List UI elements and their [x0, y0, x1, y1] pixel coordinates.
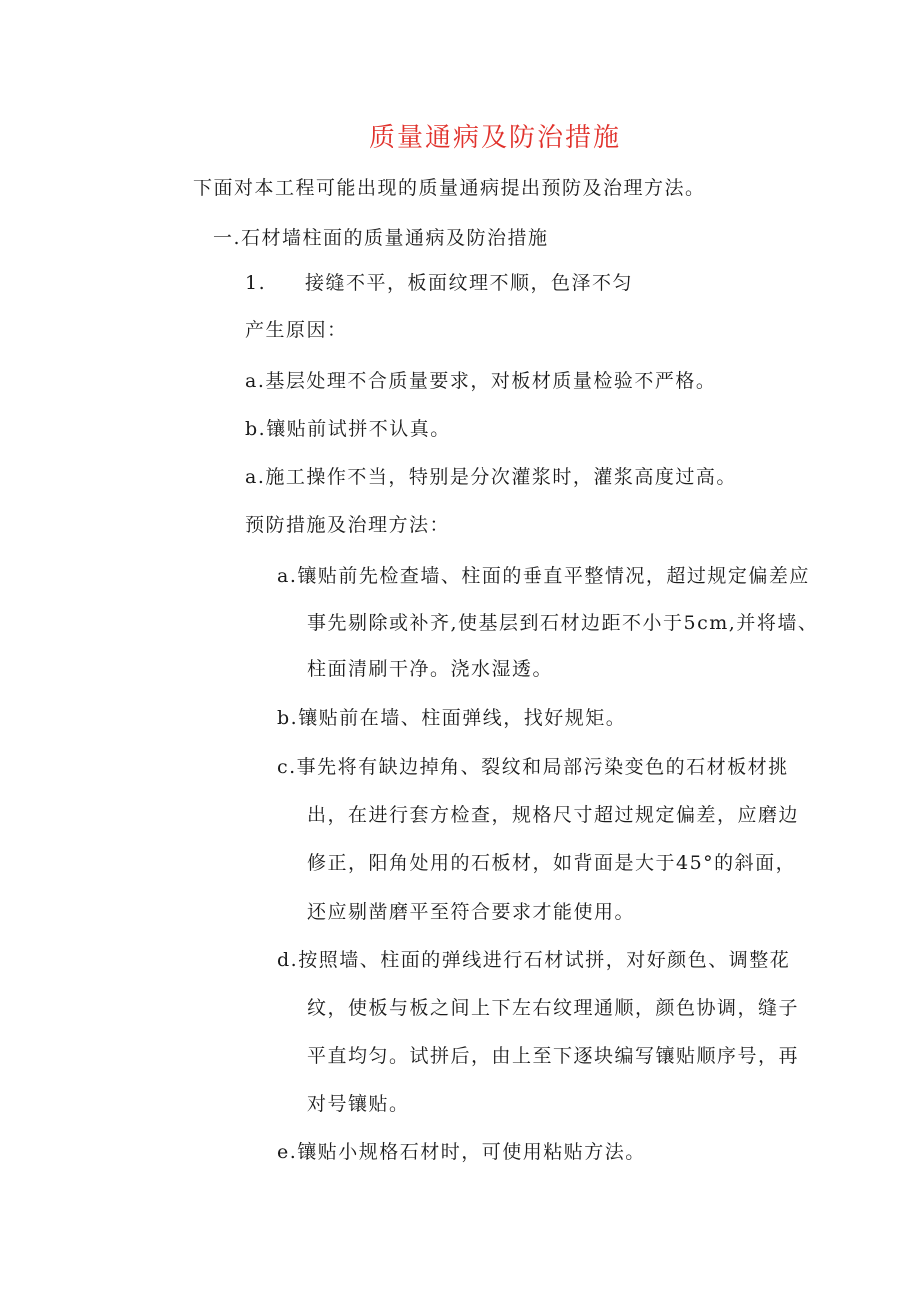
item-number: 1.: [245, 272, 267, 294]
measure-line: 出，在进行套方检查，规格尺寸超过规定偏差，应磨边: [307, 804, 800, 826]
measure-line: 纹，使板与板之间上下左右纹理通顺，颜色协调，缝子: [307, 997, 800, 1019]
measures-heading: 预防措施及治理方法：: [245, 514, 451, 536]
numbered-item: [245, 268, 633, 298]
cause-item: a.基层处理不合质量要求，对板材质量检验不严格。: [245, 370, 717, 392]
section-heading: 一.石材墙柱面的质量通病及防治措施: [213, 227, 549, 249]
measure-line: 修正，阳角处用的石板材，如背面是大于45°的斜面，: [307, 852, 797, 874]
measure-line: e.镶贴小规格石材时，可使用粘贴方法。: [277, 1141, 646, 1163]
causes-heading: 产生原因：: [245, 319, 348, 341]
measure-line: 柱面清刷干净。浇水湿透。: [307, 658, 554, 680]
measure-line: a.镶贴前先检查墙、柱面的垂直平整情况，超过规定偏差应: [277, 565, 810, 587]
measure-line: d.按照墙、柱面的弹线进行石材试拼，对好颜色、调整花: [277, 949, 791, 971]
measure-line: 对号镶贴。: [307, 1093, 410, 1115]
document-title: 质量通病及防治措施: [368, 123, 621, 153]
intro-paragraph: 下面对本工程可能出现的质量通病提出预防及治理方法。: [193, 177, 706, 199]
cause-item: b.镶贴前试拼不认真。: [245, 418, 451, 440]
measure-line: 事先剔除或补齐,使基层到石材边距不小于5cm,并将墙、: [307, 612, 819, 634]
measure-line: b.镶贴前在墙、柱面弹线，找好规矩。: [277, 707, 627, 729]
cause-item: a.施工操作不当，特别是分次灌浆时，灌浆高度过高。: [245, 466, 737, 488]
measure-line: c.事先将有缺边掉角、裂纹和局部污染变色的石材板材挑: [277, 756, 789, 778]
measure-line: 平直均匀。试拼后，由上至下逐块编写镶贴顺序号，再: [307, 1045, 800, 1067]
measure-line: 还应剔凿磨平至符合要求才能使用。: [307, 901, 636, 923]
item-text: 接缝不平，板面纹理不顺，色泽不匀: [305, 272, 634, 294]
